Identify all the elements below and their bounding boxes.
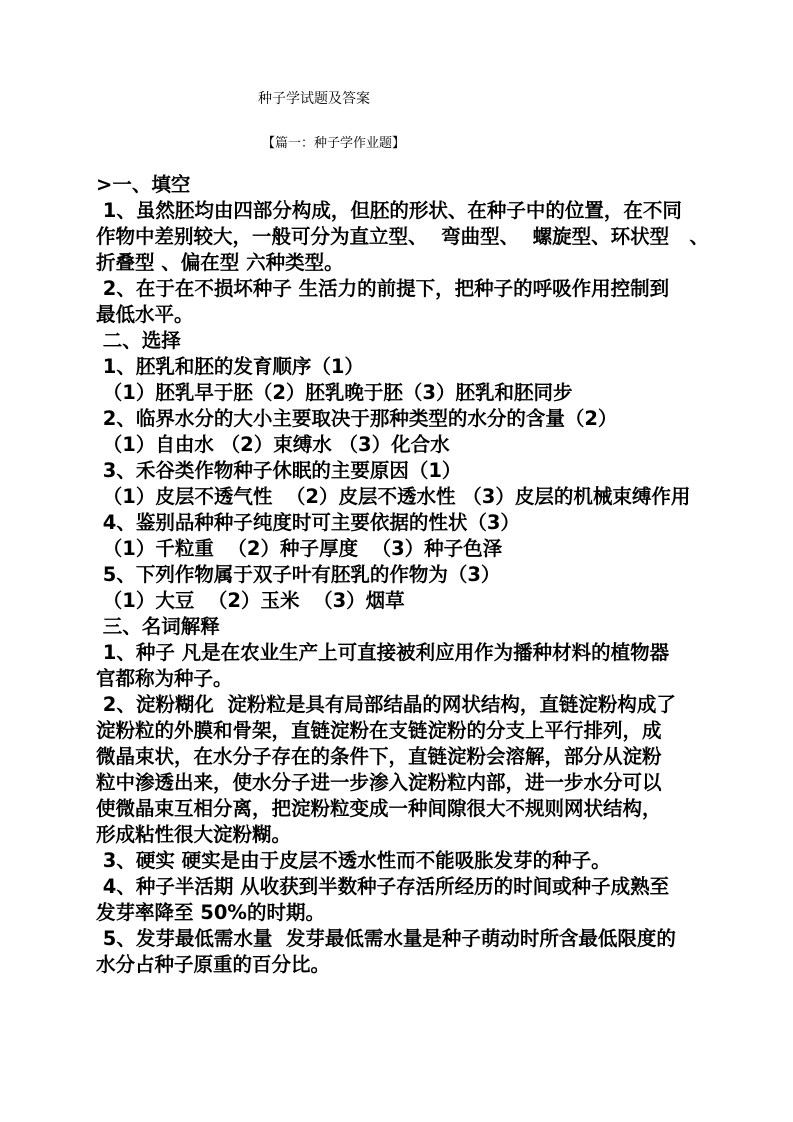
text-line: 作物中差别较大，一般可分为直立型、 弯曲型、 螺旋型、环状型 、 [96,225,710,248]
text-line: 3、硬实 硬实是由于皮层不透水性而不能吸胀发芽的种子。 [96,849,611,872]
text-line: 4、种子半活期 从收获到半数种子存活所经历的时间或种子成熟至 [96,875,670,898]
text-line: （1）大豆 （2）玉米 （3）烟草 [96,589,405,612]
text-line: 二、选择 [96,329,181,352]
text-line: 三、名词解释 [96,615,220,638]
text-line: 3、禾谷类作物种子休眠的主要原因（1） [96,459,462,482]
text-line: 淀粉粒的外膜和骨架，直链淀粉在支链淀粉的分支上平行排列，成 [96,719,662,742]
text-line: 官都称为种子。 [96,667,233,690]
text-line: 4、鉴别品种种子纯度时可主要依据的性状（3） [96,511,520,534]
text-line: 粒中渗透出来，使水分子进一步渗入淀粉粒内部，进一步水分可以 [96,771,662,794]
text-line: （1）千粒重 （2）种子厚度 （3）种子色泽 [96,537,503,560]
text-line: 使微晶束互相分离，把淀粉粒变成一种间隙很大不规则网状结构， [96,797,662,820]
text-line: 形成粘性很大淀粉糊。 [96,823,292,846]
text-line: （1）自由水 （2）束缚水 （3）化合水 [96,433,450,456]
text-line: 微晶束状，在水分子存在的条件下，直链淀粉会溶解，部分从淀粉 [96,745,662,768]
text-line: 5、下列作物属于双子叶有胚乳的作物为（3） [96,563,501,586]
text-line: 最低水平。 [96,303,194,326]
text-line: 发芽率降至 50%的时期。 [96,901,325,924]
text-line: 2、临界水分的大小主要取决于那种类型的水分的含量（2） [96,407,618,430]
text-line: 1、胚乳和胚的发育顺序（1） [96,355,364,378]
text-line: 水分占种子原重的百分比。 [96,953,331,976]
text-line: 2、淀粉糊化 淀粉粒是具有局部结晶的网状结构，直链淀粉构成了 [96,693,676,716]
text-line: （1）皮层不透气性 （2）皮层不透水性 （3）皮层的机械束缚作用 [96,485,691,508]
text-line: 2、在于在不损坏种子 生活力的前提下，把种子的呼吸作用控制到 [96,277,670,300]
text-line: >一、填空 [96,173,191,196]
text-line: 折叠型 、偏在型 六种类型。 [96,251,344,274]
text-line: （1）胚乳早于胚（2）胚乳晚于胚（3）胚乳和胚同步 [96,381,573,404]
document-body [96,172,736,978]
text-line: 5、发芽最低需水量 发芽最低需水量是种子萌动时所含最低限度的 [96,927,676,950]
text-line: 1、种子 凡是在农业生产上可直接被利应用作为播种材料的植物器 [96,641,670,664]
document-subtitle: 【篇一：种子学作业题】 [262,136,406,151]
text-line: 1、虽然胚均由四部分构成，但胚的形状、在种子中的位置，在不同 [96,199,682,222]
document-title: 种子学试题及答案 [258,91,370,107]
